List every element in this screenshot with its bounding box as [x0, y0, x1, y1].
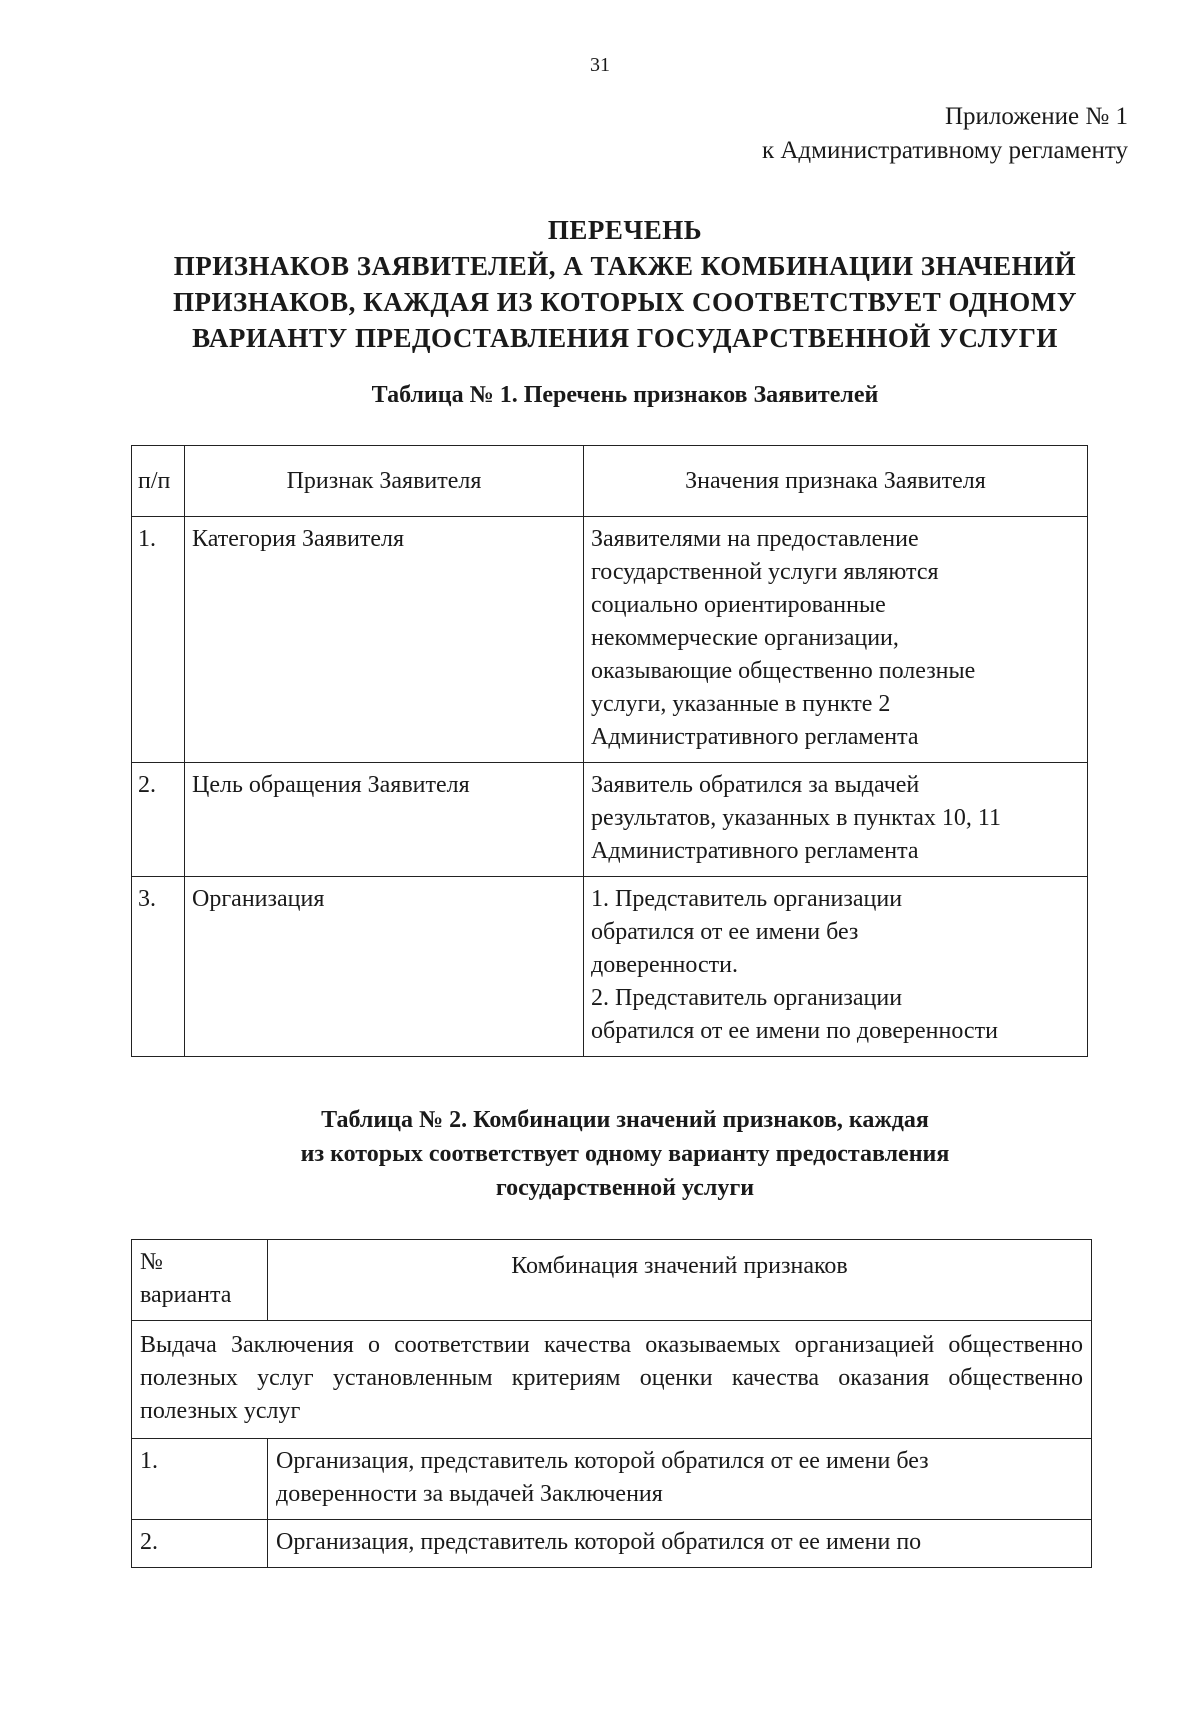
values-cell — [584, 517, 1088, 763]
column-header-number: п/п — [132, 446, 185, 517]
combination-cell — [268, 1520, 1092, 1568]
row-number: 3. — [132, 877, 185, 1057]
appendix-line-1: Приложение № 1 — [944, 103, 1128, 130]
value-line: социально ориентированные — [591, 592, 886, 618]
table2-caption-line-2: из которых соответствует одному варианту предоставления — [300, 1141, 950, 1167]
combination-line: Организация, представитель которой обратился от ее имени без — [276, 1448, 929, 1474]
variant-number: 1. — [132, 1439, 268, 1520]
values-cell — [584, 763, 1088, 877]
appendix-note — [762, 100, 1128, 168]
table-row — [132, 517, 1088, 763]
table2-caption-line-3: государственной услуги — [495, 1175, 755, 1201]
column-header-variant — [132, 1240, 268, 1321]
row-number: 1. — [132, 517, 185, 763]
value-line: услуги, указанные в пункте 2 — [591, 691, 891, 717]
page-number: 31 — [590, 54, 610, 76]
column-header-attribute: Признак Заявителя — [185, 446, 584, 517]
value-line: государственной услуги являются — [591, 559, 939, 585]
table1-caption: Таблица № 1. Перечень признаков Заявителей — [371, 382, 879, 408]
value-line: обратился от ее имени по доверенности — [591, 1018, 998, 1044]
attribute-combinations-table — [131, 1239, 1092, 1568]
value-line: 1. Представитель организации — [591, 886, 903, 912]
attribute-cell: Организация — [185, 877, 584, 1057]
section-row — [132, 1321, 1092, 1439]
appendix-line-2: к Административному регламенту — [761, 137, 1128, 164]
value-line: доверенности. — [591, 952, 738, 978]
attribute-cell: Цель обращения Заявителя — [185, 763, 584, 877]
value-line: 2. Представитель организации — [591, 985, 903, 1011]
value-line: обратился от ее имени без — [591, 919, 859, 945]
applicant-attributes-table — [131, 445, 1088, 1057]
title-line-3: ПРИЗНАКОВ, КАЖДАЯ ИЗ КОТОРЫХ СООТВЕТСТВУЕТ ОДНОМУ — [172, 287, 1078, 317]
variant-header-line-2: варианта — [140, 1282, 232, 1308]
variant-number: 2. — [132, 1520, 268, 1568]
section-heading: Выдача Заключения о соответствии качества оказываемых организацией общественно полезных услуг установленным критериям оценки качества оказания общественно полезных услуг — [132, 1321, 1092, 1439]
column-header-values: Значения признака Заявителя — [584, 446, 1088, 517]
value-line: Заявитель обратился за выдачей — [591, 772, 920, 798]
document-title — [120, 212, 1130, 356]
value-line: Заявителями на предоставление — [591, 526, 919, 552]
value-line: Административного регламента — [591, 838, 919, 864]
table-row — [132, 1439, 1092, 1520]
combination-cell — [268, 1439, 1092, 1520]
combination-line: доверенности за выдачей Заключения — [276, 1481, 663, 1507]
values-cell — [584, 877, 1088, 1057]
table-header-row — [132, 1240, 1092, 1321]
title-line-1: ПЕРЕЧЕНЬ — [547, 215, 703, 245]
table-row — [132, 1520, 1092, 1568]
value-line: оказывающие общественно полезные — [591, 658, 976, 684]
combination-line: Организация, представитель которой обратился от ее имени по — [276, 1529, 922, 1555]
title-line-4: ВАРИАНТУ ПРЕДОСТАВЛЕНИЯ ГОСУДАРСТВЕННОЙ УСЛУГИ — [192, 323, 1058, 353]
table-row — [132, 763, 1088, 877]
row-number: 2. — [132, 763, 185, 877]
table2-caption-line-1: Таблица № 2. Комбинации значений признаков, каждая — [321, 1107, 929, 1133]
table-row — [132, 877, 1088, 1057]
table-header-row — [132, 446, 1088, 517]
attribute-cell: Категория Заявителя — [185, 517, 584, 763]
title-line-2: ПРИЗНАКОВ ЗАЯВИТЕЛЕЙ, А ТАКЖЕ КОМБИНАЦИИ ЗНАЧЕНИЙ — [173, 251, 1077, 281]
column-header-combination: Комбинация значений признаков — [268, 1240, 1092, 1321]
variant-header-line-1: № — [140, 1249, 163, 1275]
value-line: некоммерческие организации, — [591, 625, 899, 651]
value-line: результатов, указанных в пунктах 10, 11 — [591, 805, 1001, 831]
table2-caption — [200, 1103, 1050, 1205]
value-line: Административного регламента — [591, 724, 919, 750]
